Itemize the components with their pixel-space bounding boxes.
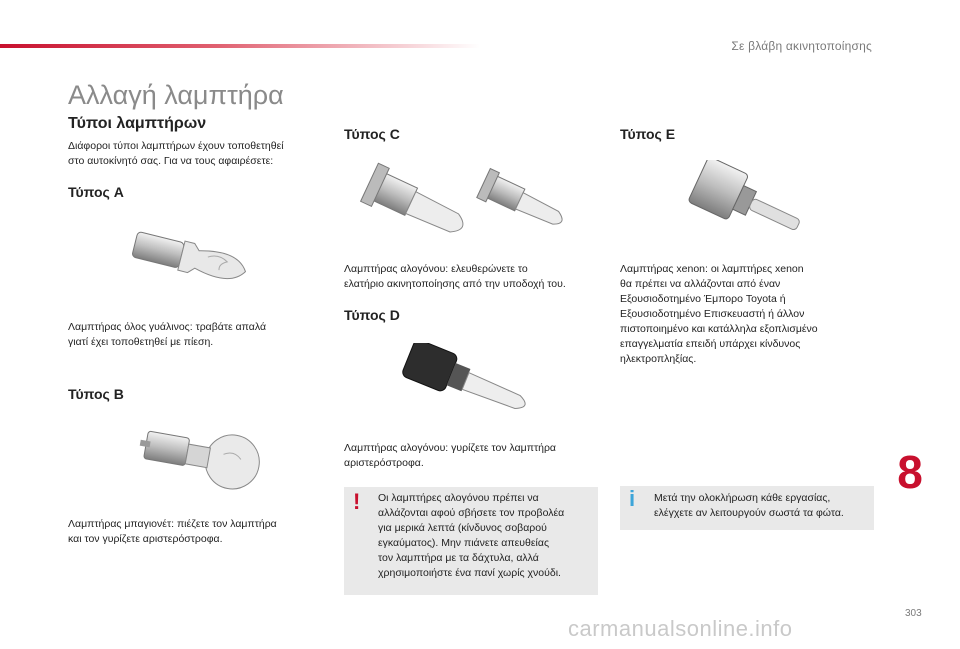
- type-b-text: Λαμπτήρας μπαγιονέτ: πιέζετε τον λαμπτήρα και τον γυρίζετε αριστερόστροφα.: [68, 518, 277, 545]
- type-d-bulb-image: [393, 343, 553, 425]
- page-title: Αλλαγή λαμπτήρα: [68, 80, 284, 110]
- info-icon: i: [629, 486, 636, 511]
- section-header: Σε βλάβη ακινητοποίησης: [731, 39, 872, 53]
- type-a-bulb-image: [125, 222, 265, 297]
- chapter-number: 8: [897, 446, 923, 498]
- bulb-types-heading: Τύποι λαμπτήρων: [68, 115, 207, 132]
- type-b-bulb-image: [135, 422, 285, 490]
- type-c-heading: Τύπος C: [344, 126, 400, 142]
- type-a-heading: Τύπος A: [68, 184, 124, 200]
- warning-icon: !: [353, 489, 361, 514]
- type-a-text: Λαμπτήρας όλος γυάλινος: τραβάτε απαλά γιατί έχει τοποθετηθεί με πίεση.: [68, 321, 267, 348]
- info-box: [620, 486, 874, 530]
- intro-text: Διάφοροι τύποι λαμπτήρων έχουν τοποθετηθεί στο αυτοκίνητό σας. Για να τους αφαιρέσετε:: [68, 140, 284, 167]
- page-number: 303: [905, 608, 922, 619]
- type-c-bulb-image: [358, 160, 593, 252]
- type-b-heading: Τύπος B: [68, 386, 124, 402]
- type-d-heading: Τύπος D: [344, 307, 400, 323]
- type-c-text: Λαμπτήρας αλογόνου: ελευθερώνετε το ελατήριο ακινητοποίησης από την υποδοχή του.: [344, 263, 566, 290]
- halogen-warning-box: [344, 487, 598, 595]
- info-text: Μετά την ολοκλήρωση κάθε εργασίας, ελέγχετε αν λειτουργούν σωστά τα φώτα.: [654, 492, 844, 519]
- type-e-text: Λαμπτήρας xenon: οι λαμπτήρες xenon θα πρέπει να αλλάζονται από έναν Εξουσιοδοτημένο Έμπορο Toyota ή Εξουσιοδοτημένο Επισκευαστή ή άλλον πιστοποιημένο και κατάλληλα εξοπλισμένο επαγγελματία επειδή υπάρχει κίνδυνος ηλεκτροπληξίας.: [620, 263, 818, 365]
- type-d-text: Λαμπτήρας αλογόνου: γυρίζετε τον λαμπτήρα αριστερόστροφα.: [344, 442, 556, 469]
- header-accent-bar: [0, 44, 480, 48]
- warning-text: Οι λαμπτήρες αλογόνου πρέπει να αλλάζονται αφού σβήσετε τον προβολέα για μερικά λεπτά (κίνδυνος σοβαρού εγκαύματος). Μην πιάνετε απευθείας τον λαμπτήρα με τα δάχτυλα, αλλά χρησιμοποιήστε ένα πανί χωρίς χνούδι.: [378, 492, 565, 579]
- type-e-heading: Τύπος E: [620, 126, 676, 142]
- watermark: carmanualsonline.info: [568, 616, 793, 641]
- type-e-bulb-image: [685, 160, 815, 246]
